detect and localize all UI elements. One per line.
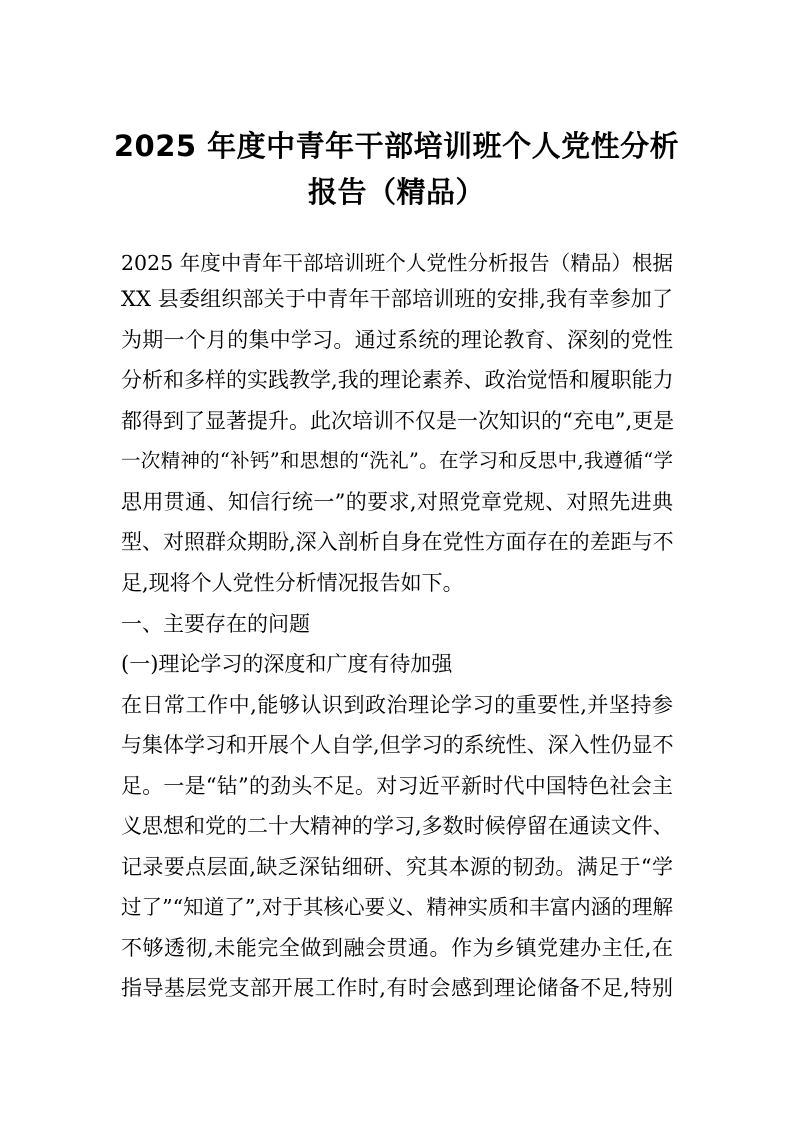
body-line: 不够透彻,未能完全做到融会贯通。作为乡镇党建办主任,在 (121, 936, 673, 960)
body-line: 足。一是“钻”的劲头不足。对习近平新时代中国特色社会主 (121, 774, 673, 798)
subsection-heading: (一)理论学习的深度和广度有待加强 (121, 652, 453, 676)
document-title-line-1: 2025 年度中青年干部培训班个人党性分析 (113, 129, 680, 163)
body-line: 分析和多样的实践教学,我的理论素养、政治觉悟和履职能力 (121, 368, 674, 392)
body-line: 足,现将个人党性分析情况报告如下。 (121, 571, 464, 595)
body-line: 义思想和党的二十大精神的学习,多数时候停留在通读文件、 (121, 814, 674, 838)
section-heading: 一、主要存在的问题 (121, 612, 310, 636)
body-line: 型、对照群众期盼,深入剖析自身在党性方面存在的差距与不 (121, 530, 674, 554)
body-line: 过了”“知道了”,对于其核心要义、精神实质和丰富内涵的理解 (121, 895, 673, 919)
body-line: 与集体学习和开展个人自学,但学习的系统性、深入性仍显不 (121, 733, 674, 757)
body-line: 指导基层党支部开展工作时,有时会感到理论储备不足,特别 (121, 976, 673, 1000)
body-line: 思用贯通、知信行统一”的要求,对照党章党规、对照先进典 (121, 490, 673, 514)
body-line: XX 县委组织部关于中青年干部培训班的安排,我有幸参加了 (121, 287, 673, 311)
body-line: 记录要点层面,缺乏深钻细研、究其本源的韧劲。满足于“学 (121, 855, 673, 879)
body-line: 为期一个月的集中学习。通过系统的理论教育、深刻的党性 (121, 328, 673, 352)
body-line: 都得到了显著提升。此次培训不仅是一次知识的“充电”,更是 (121, 409, 675, 433)
body-line: 一次精神的“补钙”和思想的“洗礼”。在学习和反思中,我遵循“学 (121, 449, 673, 472)
body-line: 2025 年度中青年干部培训班个人党性分析报告（精品）根据 (121, 251, 673, 275)
body-line: 在日常工作中,能够认识到政治理论学习的重要性,并坚持参 (121, 693, 673, 717)
document-title-line-2: 报告（精品） (307, 175, 485, 209)
